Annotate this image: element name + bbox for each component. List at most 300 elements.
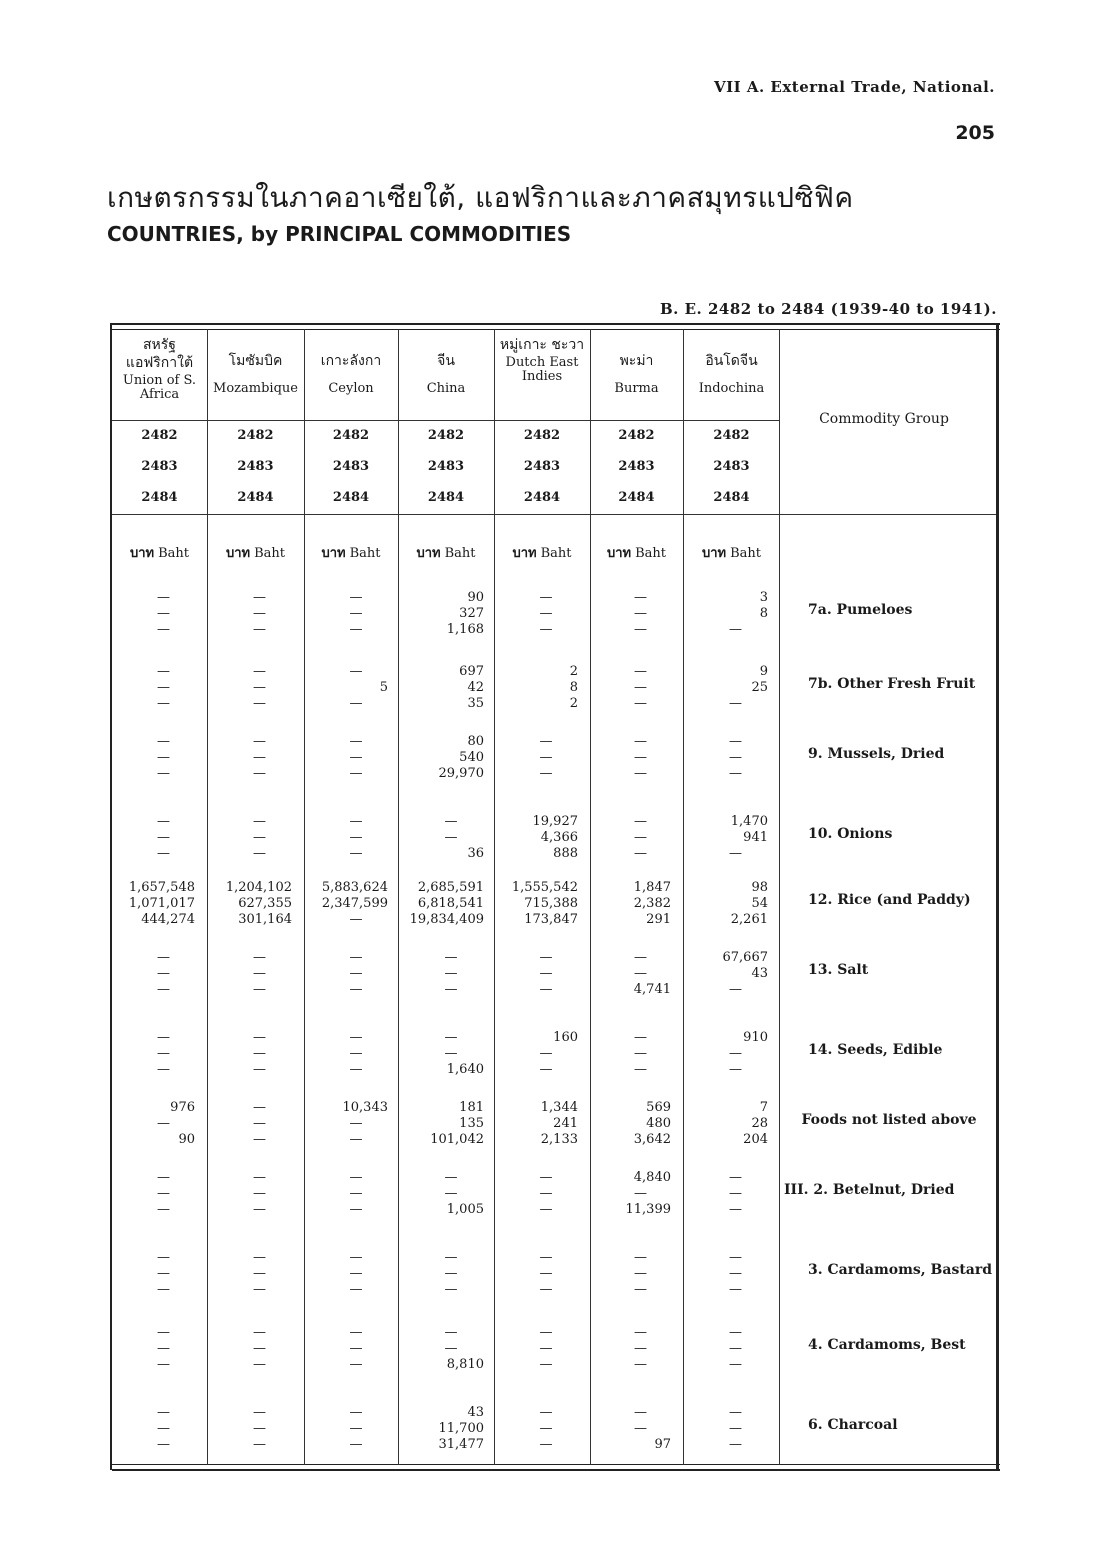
table-cell <box>590 590 671 638</box>
cell-value: 36 <box>467 846 484 861</box>
unit-english: Baht <box>635 546 667 561</box>
cell-value: — <box>729 1421 742 1436</box>
cell-value: — <box>157 1325 170 1340</box>
cell-value: 54 <box>751 896 768 911</box>
cell-value: — <box>634 966 647 981</box>
cell-value: — <box>253 664 266 679</box>
cell-value: — <box>349 1046 363 1061</box>
period-label: B. E. 2482 to 2484 (1939-40 to 1941). <box>660 300 997 318</box>
cell-value: 90 <box>178 1132 195 1147</box>
unit-thai: บาท <box>606 546 632 561</box>
cell-value: — <box>253 1341 266 1356</box>
cell-value: — <box>539 750 553 765</box>
table-cell <box>494 814 578 862</box>
cell-value: — <box>539 1062 553 1077</box>
cell-value: — <box>349 766 363 781</box>
commodity-label: 7a. Pumeloes <box>808 602 913 618</box>
cell-value: 1,071,017 <box>128 896 195 911</box>
cell-value: — <box>253 1266 266 1281</box>
column-header-thai: สหรัฐ แอฟริกาใต้ <box>125 337 194 371</box>
table-cell <box>683 880 768 928</box>
table-cell <box>494 734 578 782</box>
cell-value: — <box>729 1405 742 1420</box>
column-header <box>207 336 304 396</box>
table-cell <box>207 1170 292 1218</box>
cell-value: 2,382 <box>633 896 671 911</box>
cell-value: — <box>634 814 647 829</box>
cell-value: — <box>157 1282 170 1297</box>
table-cell <box>494 1325 578 1373</box>
table-cell <box>207 664 292 712</box>
column-header-thai: อินโดจีน <box>705 353 758 369</box>
cell-value: — <box>253 1437 266 1452</box>
cell-value: — <box>539 1170 553 1185</box>
column-header <box>683 336 780 396</box>
column-header <box>494 336 590 384</box>
cell-value: — <box>253 966 266 981</box>
cell-value: 25 <box>751 680 768 695</box>
cell-value: — <box>157 1062 170 1077</box>
cell-value: — <box>349 1421 363 1436</box>
table-cell <box>590 1100 671 1148</box>
cell-value: — <box>634 734 647 749</box>
table-cell <box>207 590 292 638</box>
cell-value: — <box>634 1062 647 1077</box>
cell-value: — <box>729 1341 742 1356</box>
unit-thai: บาท <box>225 546 251 561</box>
unit-label <box>207 542 304 563</box>
cell-value: — <box>539 1266 553 1281</box>
cell-value: 42 <box>467 680 484 695</box>
cell-value: 97 <box>654 1437 671 1452</box>
cell-value: 444,274 <box>141 912 195 927</box>
column-header <box>590 336 683 396</box>
cell-value: 2,133 <box>540 1132 578 1147</box>
cell-value: 4,741 <box>633 982 671 997</box>
cell-value: — <box>157 950 170 965</box>
table-cell <box>112 590 195 638</box>
page-number: 205 <box>955 122 995 144</box>
cell-value: — <box>444 1325 458 1340</box>
cell-value: — <box>157 830 170 845</box>
cell-value: 19,834,409 <box>409 912 484 927</box>
column-header-english: Mozambique <box>213 381 298 396</box>
cell-value: — <box>634 1250 647 1265</box>
cell-value: 67,667 <box>722 950 768 965</box>
cell-value: — <box>444 1186 458 1201</box>
table-cell <box>494 1405 578 1453</box>
cell-value: 327 <box>459 606 484 621</box>
table-cell <box>683 1030 768 1078</box>
cell-value: — <box>539 982 553 997</box>
cell-value: — <box>444 1282 458 1297</box>
cell-value: — <box>539 1421 553 1436</box>
cell-value: — <box>729 622 742 637</box>
unit-thai: บาท <box>416 546 441 561</box>
cell-value: — <box>634 846 647 861</box>
cell-value: — <box>729 696 742 711</box>
table-cell <box>683 1250 768 1298</box>
commodity-label: 7b. Other Fresh Fruit <box>808 676 976 692</box>
table-cell <box>112 1100 195 1148</box>
cell-value: — <box>634 680 647 695</box>
cell-value: 1,005 <box>446 1202 484 1217</box>
cell-value: — <box>444 966 458 981</box>
cell-value: — <box>539 590 553 605</box>
cell-value: — <box>634 1282 647 1297</box>
cell-value: 241 <box>553 1116 578 1131</box>
header-rule <box>112 420 779 421</box>
commodity-label: 9. Mussels, Dried <box>808 746 945 762</box>
commodity-label: 14. Seeds, Edible <box>808 1042 943 1058</box>
cell-value: 181 <box>459 1100 484 1115</box>
cell-value: — <box>253 1030 266 1045</box>
table-cell <box>207 1100 292 1148</box>
cell-value: — <box>729 846 742 861</box>
cell-value: 7 <box>759 1100 768 1115</box>
cell-value: — <box>634 766 647 781</box>
table-cell <box>494 1100 578 1148</box>
table-cell <box>398 590 484 638</box>
cell-value: — <box>253 680 266 695</box>
cell-value: — <box>157 1341 170 1356</box>
table-cell <box>207 814 292 862</box>
table-cell <box>590 1325 671 1373</box>
cell-value: 2 <box>569 696 578 711</box>
cell-value: — <box>157 1186 170 1201</box>
table-cell <box>683 1405 768 1453</box>
column-header-english: Indochina <box>698 381 765 396</box>
table-cell <box>398 664 484 712</box>
unit-english: Baht <box>540 546 572 561</box>
running-head: VII A. External Trade, National. <box>713 78 995 96</box>
unit-english: Baht <box>254 546 286 561</box>
cell-value: — <box>539 1202 553 1217</box>
commodity-label: III. 2. Betelnut, Dried <box>784 1182 955 1198</box>
cell-value: 19,927 <box>532 814 578 829</box>
column-header <box>398 336 494 396</box>
table-cell <box>304 1405 388 1453</box>
table-cell <box>494 664 578 712</box>
cell-value: — <box>253 1202 266 1217</box>
cell-value: — <box>349 1357 363 1372</box>
cell-value: — <box>634 1341 647 1356</box>
cell-value: — <box>539 1250 553 1265</box>
table-cell <box>683 1170 768 1218</box>
table-cell <box>494 950 578 998</box>
cell-value: — <box>349 1437 363 1452</box>
cell-value: — <box>349 950 363 965</box>
cell-value: — <box>444 1030 458 1045</box>
table-cell <box>207 1030 292 1078</box>
table-cell <box>304 880 388 928</box>
table-cell <box>494 590 578 638</box>
cell-value: 976 <box>170 1100 195 1115</box>
table-cell <box>683 664 768 712</box>
cell-value: — <box>157 606 170 621</box>
cell-value: — <box>253 1282 266 1297</box>
cell-value: — <box>729 1325 742 1340</box>
cell-value: — <box>539 950 553 965</box>
cell-value: — <box>157 814 170 829</box>
table-cell <box>683 734 768 782</box>
column-header-thai: จีน <box>437 353 455 369</box>
table-cell <box>494 880 578 928</box>
cell-value: 697 <box>459 664 484 679</box>
unit-english: Baht <box>730 546 762 561</box>
table-cell <box>494 1250 578 1298</box>
cell-value: — <box>729 750 742 765</box>
year-label: 2484 <box>618 490 655 505</box>
cell-value: — <box>634 1266 647 1281</box>
cell-value: 291 <box>646 912 671 927</box>
table-cell <box>590 664 671 712</box>
cell-value: 910 <box>743 1030 768 1045</box>
column-header-thai: พะม่า <box>619 353 654 369</box>
cell-value: — <box>157 750 170 765</box>
unit-label <box>590 542 683 563</box>
cell-value: — <box>729 1062 742 1077</box>
cell-value: — <box>157 1266 170 1281</box>
table-cell <box>304 1325 388 1373</box>
cell-value: — <box>253 1046 266 1061</box>
table-cell <box>304 1250 388 1298</box>
cell-value: — <box>349 1062 363 1077</box>
cell-value: 9 <box>759 664 768 679</box>
table-cell <box>590 1030 671 1078</box>
cell-value: — <box>539 1341 553 1356</box>
cell-value: 8 <box>759 606 768 621</box>
cell-value: 11,399 <box>625 1202 671 1217</box>
column-header-thai: โมซัมบิค <box>228 353 283 369</box>
cell-value: — <box>157 1202 170 1217</box>
cell-value: — <box>157 1030 170 1045</box>
table-cell <box>590 1170 671 1218</box>
table-cell <box>207 880 292 928</box>
table-cell <box>112 1325 195 1373</box>
cell-value: — <box>444 830 458 845</box>
cell-value: 1,657,548 <box>128 880 195 895</box>
cell-value: 1,847 <box>633 880 671 895</box>
cell-value: — <box>444 1250 458 1265</box>
table-cell <box>207 1325 292 1373</box>
commodity-label: 6. Charcoal <box>808 1417 898 1433</box>
cell-value: 135 <box>459 1116 484 1131</box>
cell-value: — <box>253 696 266 711</box>
cell-value: — <box>253 1100 266 1115</box>
cell-value: — <box>634 1046 647 1061</box>
year-label: 2483 <box>237 459 274 474</box>
cell-value: 2 <box>569 664 578 679</box>
year-label: 2483 <box>141 459 178 474</box>
unit-thai: บาท <box>512 546 537 561</box>
cell-value: 1,344 <box>540 1100 578 1115</box>
year-label: 2482 <box>713 428 750 443</box>
table-cell <box>207 950 292 998</box>
cell-value: — <box>157 1437 170 1452</box>
cell-value: — <box>539 734 553 749</box>
year-label: 2483 <box>332 459 370 474</box>
cell-value: 715,388 <box>524 896 578 911</box>
year-label: 2484 <box>141 490 178 505</box>
cell-value: — <box>349 1202 363 1217</box>
cell-value: — <box>349 1170 363 1185</box>
cell-value: — <box>539 766 553 781</box>
cell-value: — <box>253 1062 266 1077</box>
cell-value: — <box>539 1325 553 1340</box>
cell-value: 28 <box>751 1116 768 1131</box>
cell-value: — <box>349 912 363 927</box>
cell-value: — <box>349 664 363 679</box>
year-label: 2484 <box>523 490 561 505</box>
cell-value: — <box>253 622 266 637</box>
table-cell <box>590 880 671 928</box>
cell-value: 1,168 <box>446 622 484 637</box>
cell-value: 31,477 <box>438 1437 484 1452</box>
cell-value: — <box>444 1341 458 1356</box>
cell-value: — <box>539 606 553 621</box>
cell-value: — <box>349 814 363 829</box>
commodity-group-header: Commodity Group <box>819 411 949 427</box>
cell-value: 8 <box>569 680 578 695</box>
table-top-rule-inner <box>110 329 1000 330</box>
cell-value: — <box>634 1421 647 1436</box>
cell-value: — <box>253 1405 266 1420</box>
cell-value: 3 <box>759 590 768 605</box>
year-label: 2483 <box>713 459 750 474</box>
cell-value: — <box>253 1421 266 1436</box>
cell-value: — <box>157 766 170 781</box>
cell-value: — <box>634 830 647 845</box>
cell-value: — <box>444 1170 458 1185</box>
cell-value: — <box>253 830 266 845</box>
column-header-english: Union of S. Africa <box>122 373 197 402</box>
table-bottom-rule <box>112 1469 1000 1471</box>
table-cell <box>112 734 195 782</box>
unit-english: Baht <box>349 546 381 561</box>
cell-value: — <box>157 1250 170 1265</box>
commodity-label: Foods not listed above <box>801 1112 977 1128</box>
cell-value: — <box>253 846 266 861</box>
table-cell <box>112 1405 195 1453</box>
cell-value: 1,555,542 <box>511 880 578 895</box>
table-cell <box>398 950 484 998</box>
cell-value: 10,343 <box>342 1100 388 1115</box>
cell-value: 204 <box>743 1132 768 1147</box>
cell-value: — <box>253 766 266 781</box>
cell-value: — <box>349 1282 363 1297</box>
cell-value: — <box>729 1250 742 1265</box>
unit-label <box>304 542 398 563</box>
cell-value: 1,204,102 <box>225 880 292 895</box>
cell-value: — <box>253 590 266 605</box>
cell-value: — <box>157 966 170 981</box>
commodity-label: 4. Cardamoms, Best <box>808 1337 966 1353</box>
cell-value: — <box>444 1266 458 1281</box>
column-header <box>304 336 398 396</box>
cell-value: 6,818,541 <box>417 896 484 911</box>
cell-value: — <box>729 1046 742 1061</box>
cell-value: — <box>349 846 363 861</box>
cell-value: — <box>253 982 266 997</box>
table-cell <box>683 590 768 638</box>
cell-value: — <box>253 750 266 765</box>
cell-value: — <box>349 830 363 845</box>
cell-value: — <box>253 1325 266 1340</box>
commodity-label: 12. Rice (and Paddy) <box>808 892 971 908</box>
table-cell <box>683 1100 768 1148</box>
cell-value: 35 <box>467 696 484 711</box>
table-cell <box>207 1250 292 1298</box>
column-header-english: Burma <box>614 381 659 396</box>
cell-value: — <box>634 950 647 965</box>
cell-value: — <box>634 622 647 637</box>
cell-value: — <box>253 1170 266 1185</box>
cell-value: 8,810 <box>446 1357 484 1372</box>
table-cell <box>304 1170 388 1218</box>
cell-value: — <box>157 1357 170 1372</box>
cell-value: — <box>157 1421 170 1436</box>
unit-thai: บาท <box>701 546 727 561</box>
cell-value: — <box>253 950 266 965</box>
cell-value: — <box>157 590 170 605</box>
cell-value: — <box>253 1132 266 1147</box>
table-cell <box>112 664 195 712</box>
cell-value: 160 <box>553 1030 578 1045</box>
cell-value: — <box>157 664 170 679</box>
table-cell <box>207 734 292 782</box>
cell-value: — <box>634 1186 647 1201</box>
cell-value: — <box>634 590 647 605</box>
year-label: 2482 <box>141 428 178 443</box>
cell-value: — <box>729 982 742 997</box>
column-header <box>112 336 207 402</box>
cell-value: — <box>157 1170 170 1185</box>
year-label: 2483 <box>427 459 465 474</box>
cell-value: 2,347,599 <box>321 896 388 911</box>
cell-value: 98 <box>751 880 768 895</box>
cell-value: 888 <box>553 846 578 861</box>
cell-value: — <box>349 1132 363 1147</box>
cell-value: — <box>157 734 170 749</box>
table-cell <box>112 950 195 998</box>
cell-value: 569 <box>646 1100 671 1115</box>
table-cell <box>683 1325 768 1373</box>
cell-value: — <box>253 1116 266 1131</box>
year-label: 2482 <box>237 428 274 443</box>
table-cell <box>683 950 768 998</box>
cell-value: — <box>349 1250 363 1265</box>
cell-value: — <box>539 1437 553 1452</box>
cell-value: — <box>634 664 647 679</box>
cell-value: — <box>157 1046 170 1061</box>
column-header-english: Ceylon <box>328 381 374 396</box>
table-cell <box>112 1170 195 1218</box>
cell-value: — <box>349 1186 363 1201</box>
cell-value: — <box>349 982 363 997</box>
cell-value: — <box>634 1030 647 1045</box>
cell-value: — <box>444 814 458 829</box>
table-bottom-rule-inner <box>112 1464 1000 1465</box>
page-title-english: COUNTRIES, by PRINCIPAL COMMODITIES <box>107 222 572 246</box>
table-cell <box>398 1100 484 1148</box>
unit-label <box>683 542 780 563</box>
table-cell <box>207 1405 292 1453</box>
cell-value: 43 <box>751 966 768 981</box>
year-label: 2482 <box>523 428 561 443</box>
cell-value: 101,042 <box>430 1132 484 1147</box>
cell-value: — <box>349 1325 363 1340</box>
